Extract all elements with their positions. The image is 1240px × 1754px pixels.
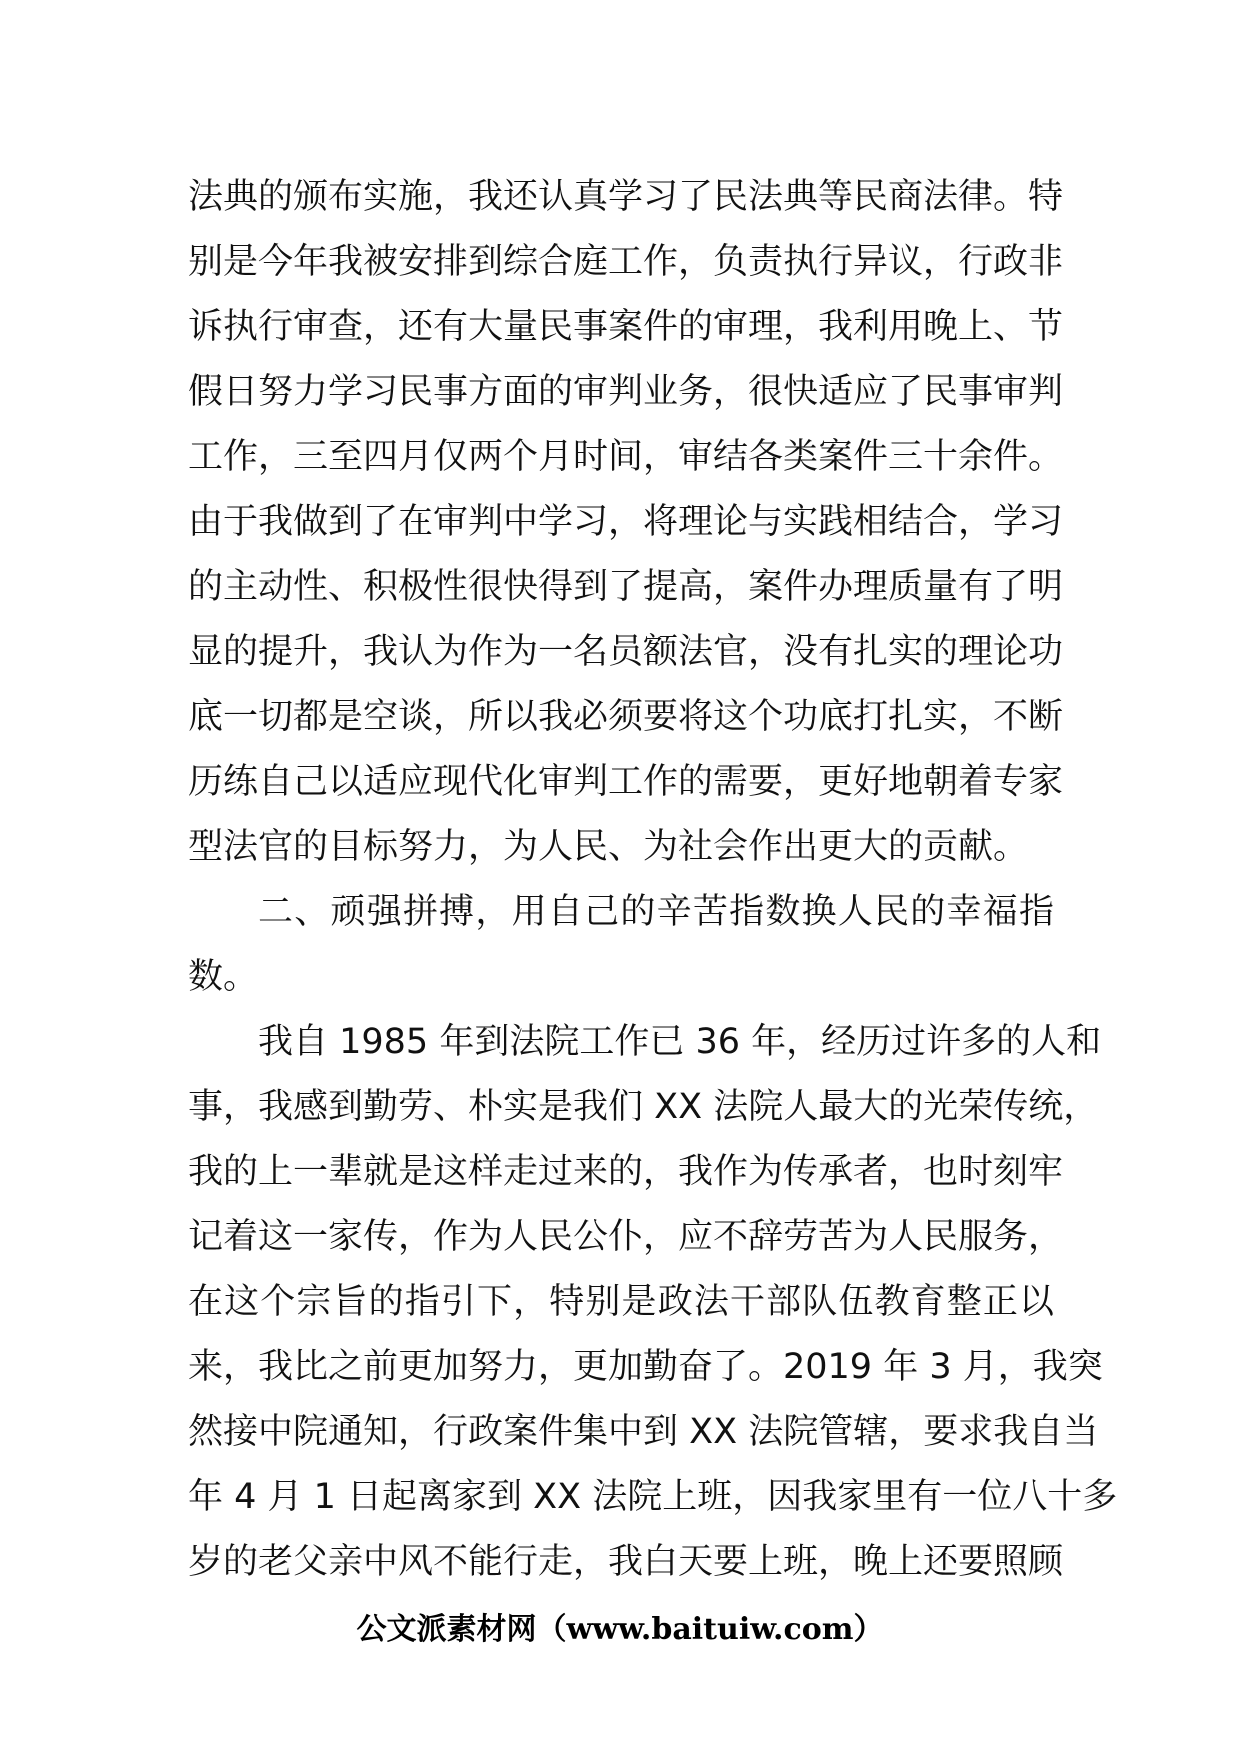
text-line: 年 4 月 1 日起离家到 XX 法院上班，因我家里有一位八十多	[188, 1477, 1118, 1517]
text-line: 诉执行审查，还有大量民事案件的审理，我利用晚上、节	[188, 307, 1064, 347]
text-line: 在这个宗旨的指引下，特别是政法干部队伍教育整正以	[188, 1282, 1054, 1322]
text-line: 法典的颁布实施，我还认真学习了民法典等民商法律。特	[188, 177, 1064, 217]
footer-watermark: 公文派素材网（www.baituiw.com）	[356, 1612, 884, 1647]
text-line: 型法官的目标努力，为人民、为社会作出更大的贡献。	[188, 827, 1029, 867]
text-line: 来，我比之前更加努力，更加勤奋了。2019 年 3 月，我突	[188, 1347, 1103, 1387]
text-line: 假日努力学习民事方面的审判业务，很快适应了民事审判	[188, 372, 1064, 412]
text-line: 别是今年我被安排到综合庭工作，负责执行异议，行政非	[188, 242, 1064, 282]
text-line: 历练自己以适应现代化审判工作的需要，更好地朝着专家	[188, 762, 1064, 802]
document-body	[188, 165, 1118, 1595]
text-line: 工作，三至四月仅两个月时间，审结各类案件三十余件。	[188, 437, 1064, 477]
text-line: 由于我做到了在审判中学习，将理论与实践相结合，学习	[188, 502, 1064, 542]
section-heading: 二、顽强拼搏，用自己的辛苦指数换人民的幸福指	[258, 892, 1054, 932]
text-line: 岁的老父亲中风不能行走，我白天要上班，晚上还要照顾	[188, 1542, 1064, 1582]
text-line: 然接中院通知，行政案件集中到 XX 法院管辖，要求我自当	[188, 1412, 1099, 1452]
text-line: 显的提升，我认为作为一名员额法官，没有扎实的理论功	[188, 632, 1064, 672]
text-line: 的主动性、积极性很快得到了提高，案件办理质量有了明	[188, 567, 1064, 607]
text-line: 事，我感到勤劳、朴实是我们 XX 法院人最大的光荣传统，	[188, 1087, 1099, 1127]
text-line: 我自 1985 年到法院工作已 36 年，经历过许多的人和	[258, 1022, 1102, 1062]
section-heading-continuation: 数。	[188, 957, 259, 997]
text-line: 记着这一家传，作为人民公仆，应不辞劳苦为人民服务，	[188, 1217, 1064, 1257]
text-line: 底一切都是空谈，所以我必须要将这个功底打扎实，不断	[188, 697, 1064, 737]
text-line: 我的上一辈就是这样走过来的，我作为传承者，也时刻牢	[188, 1152, 1064, 1192]
